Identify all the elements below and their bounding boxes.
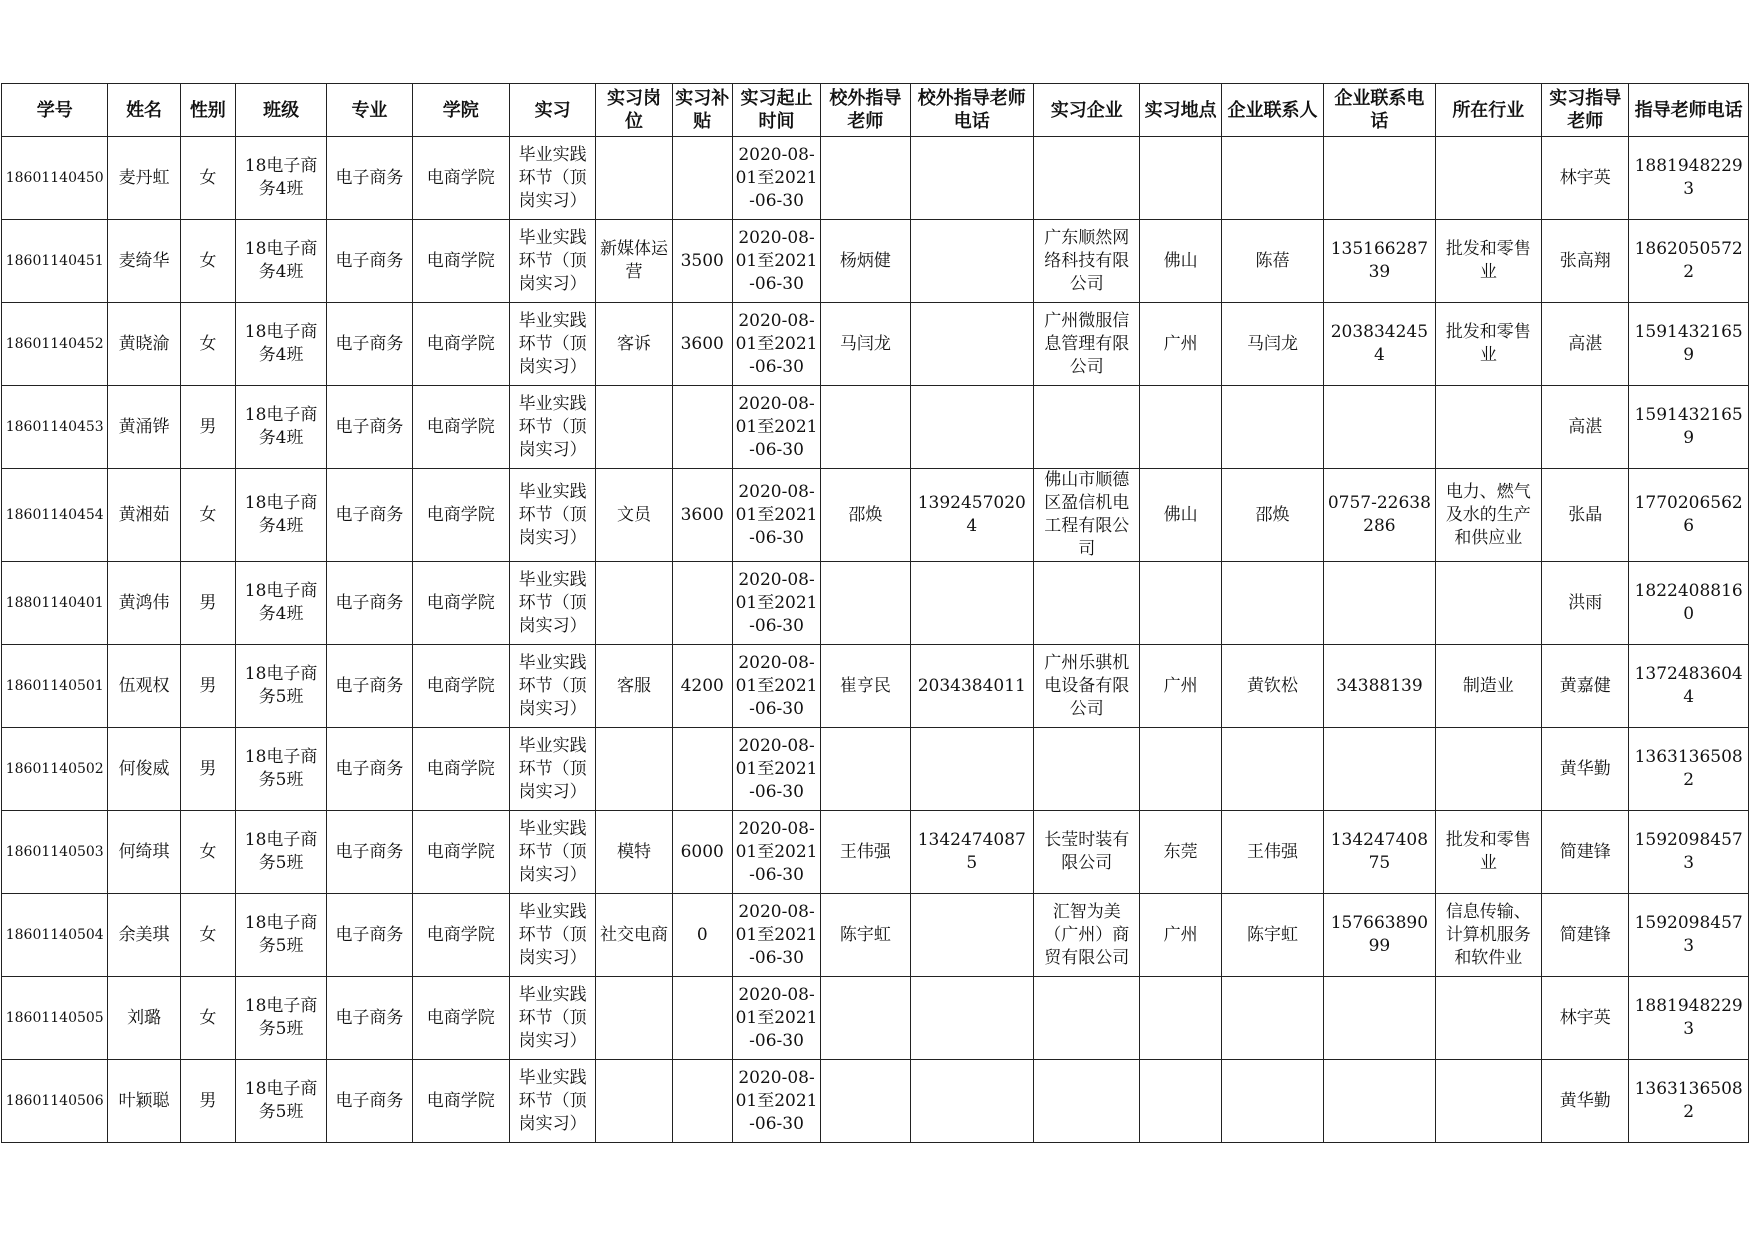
table-cell: 18601140503 (2, 811, 108, 894)
table-cell (910, 1060, 1033, 1143)
table-cell (1140, 137, 1221, 220)
table-cell: 15766389099 (1324, 894, 1435, 977)
table-cell: 电子商务 (327, 645, 412, 728)
table-cell: 电子商务 (327, 894, 412, 977)
table-cell: 17702065626 (1629, 469, 1749, 562)
table-cell: 18224088160 (1629, 562, 1749, 645)
table-cell: 广州乐骐机电设备有限公司 (1034, 645, 1140, 728)
table-cell (732, 220, 820, 303)
table-cell: 广州 (1140, 894, 1221, 977)
table-cell (1435, 562, 1541, 645)
table-cell: 18电子商务5班 (235, 728, 326, 811)
table-cell: 王伟强 (821, 811, 910, 894)
table-cell (672, 386, 732, 469)
table-cell: 马闫龙 (821, 303, 910, 386)
table-cell: 18电子商务5班 (235, 811, 326, 894)
table-cell: 电子商务 (327, 386, 412, 469)
table-cell (910, 386, 1033, 469)
table-cell: 3600 (672, 469, 732, 562)
table-cell (672, 728, 732, 811)
table-cell: 2038342454 (1324, 303, 1435, 386)
column-header: 姓名 (108, 84, 180, 137)
table-cell: 电子商务 (327, 1060, 412, 1143)
table-cell: 15920984573 (1629, 811, 1749, 894)
column-header: 企业联系人 (1221, 84, 1323, 137)
table-cell: 电商学院 (412, 977, 509, 1060)
table-cell: 黄鸿伟 (108, 562, 180, 645)
table-cell (1324, 386, 1435, 469)
table-cell: 杨炳健 (821, 220, 910, 303)
table-cell: 批发和零售业 (1435, 303, 1541, 386)
table-cell: 18801140401 (2, 562, 108, 645)
table-cell (596, 1060, 672, 1143)
table-cell: 毕业实践环节（顶岗实习） (509, 469, 595, 562)
table-cell: 余美琪 (108, 894, 180, 977)
table-cell: 0 (672, 894, 732, 977)
column-header: 企业联系电话 (1324, 84, 1435, 137)
table-cell: 18601140506 (2, 1060, 108, 1143)
table-cell: 18601140453 (2, 386, 108, 469)
table-cell: 女 (180, 303, 235, 386)
table-cell: 毕业实践环节（顶岗实习） (509, 562, 595, 645)
table-cell: 林宇英 (1542, 137, 1629, 220)
table-cell (1034, 386, 1140, 469)
table-cell: 毕业实践环节（顶岗实习） (509, 645, 595, 728)
table-cell (672, 137, 732, 220)
table-cell (1435, 977, 1541, 1060)
table-cell (596, 562, 672, 645)
table-cell: 18电子商务5班 (235, 977, 326, 1060)
column-header: 实习 (509, 84, 595, 137)
table-cell (732, 645, 820, 728)
table-cell: 洪雨 (1542, 562, 1629, 645)
table-cell (821, 562, 910, 645)
column-header: 校外指导老师 (821, 84, 910, 137)
table-cell (1034, 977, 1140, 1060)
table-row (2, 303, 1749, 386)
table-cell: 张晶 (1542, 469, 1629, 562)
table-cell: 张高翔 (1542, 220, 1629, 303)
column-header: 所在行业 (1435, 84, 1541, 137)
table-cell: 黄湘茹 (108, 469, 180, 562)
table-cell (1140, 386, 1221, 469)
table-cell: 13631365082 (1629, 1060, 1749, 1143)
column-header: 实习起止时间 (732, 84, 820, 137)
table-cell: 18601140502 (2, 728, 108, 811)
table-cell: 电商学院 (412, 645, 509, 728)
table-cell: 18601140452 (2, 303, 108, 386)
table-cell (1221, 1060, 1323, 1143)
column-header: 实习企业 (1034, 84, 1140, 137)
table-cell (1435, 728, 1541, 811)
table-cell (1221, 728, 1323, 811)
table-cell (821, 728, 910, 811)
table-cell (1435, 386, 1541, 469)
table-cell: 毕业实践环节（顶岗实习） (509, 1060, 595, 1143)
table-cell: 男 (180, 728, 235, 811)
table-cell: 电商学院 (412, 894, 509, 977)
date-range: 2020-08-01至2021-06-30 (735, 393, 818, 460)
table-cell: 林宇英 (1542, 977, 1629, 1060)
date-range: 2020-08-01至2021-06-30 (735, 818, 818, 885)
table-cell: 信息传输、计算机服务和软件业 (1435, 894, 1541, 977)
table-cell: 18电子商务5班 (235, 894, 326, 977)
table-cell: 18601140454 (2, 469, 108, 562)
date-range: 2020-08-01至2021-06-30 (735, 984, 818, 1051)
table-cell: 毕业实践环节（顶岗实习） (509, 894, 595, 977)
table-cell: 客诉 (596, 303, 672, 386)
table-cell: 18电子商务5班 (235, 645, 326, 728)
table-cell: 2034384011 (910, 645, 1033, 728)
table-cell: 男 (180, 1060, 235, 1143)
column-header: 实习补贴 (672, 84, 732, 137)
table-cell: 6000 (672, 811, 732, 894)
table-cell (910, 728, 1033, 811)
column-header: 校外指导老师电话 (910, 84, 1033, 137)
table-cell: 18电子商务5班 (235, 1060, 326, 1143)
table-cell: 15920984573 (1629, 894, 1749, 977)
table-cell (1324, 1060, 1435, 1143)
column-header: 实习岗位 (596, 84, 672, 137)
table-cell (732, 728, 820, 811)
table-cell: 黄涌铧 (108, 386, 180, 469)
table-cell: 广州 (1140, 645, 1221, 728)
table-row (2, 894, 1749, 977)
table-cell (1140, 562, 1221, 645)
table-cell: 18电子商务4班 (235, 303, 326, 386)
table-cell: 新媒体运营 (596, 220, 672, 303)
table-cell (1221, 562, 1323, 645)
date-range: 2020-08-01至2021-06-30 (735, 144, 818, 211)
table-cell (596, 728, 672, 811)
table-cell: 邵焕 (821, 469, 910, 562)
table-cell: 批发和零售业 (1435, 220, 1541, 303)
table-cell: 电子商务 (327, 811, 412, 894)
table-cell (910, 220, 1033, 303)
table-cell: 4200 (672, 645, 732, 728)
table-cell (1221, 386, 1323, 469)
table-cell: 简建锋 (1542, 811, 1629, 894)
table-row (2, 469, 1749, 562)
table-cell: 何绮琪 (108, 811, 180, 894)
table-cell: 制造业 (1435, 645, 1541, 728)
table-cell (732, 894, 820, 977)
table-cell: 毕业实践环节（顶岗实习） (509, 137, 595, 220)
table-cell: 电商学院 (412, 562, 509, 645)
table-cell: 18601140505 (2, 977, 108, 1060)
table-cell: 0757-22638286 (1324, 469, 1435, 562)
table-cell (1140, 1060, 1221, 1143)
table-cell (732, 1060, 820, 1143)
table-cell: 34388139 (1324, 645, 1435, 728)
table-cell: 高湛 (1542, 386, 1629, 469)
table-cell: 电子商务 (327, 562, 412, 645)
table-body (2, 137, 1749, 1143)
date-range: 2020-08-01至2021-06-30 (735, 901, 818, 968)
table-cell: 批发和零售业 (1435, 811, 1541, 894)
table-cell: 电商学院 (412, 1060, 509, 1143)
table-cell: 广州 (1140, 303, 1221, 386)
date-range: 2020-08-01至2021-06-30 (735, 227, 818, 294)
table-row (2, 1060, 1749, 1143)
table-cell: 模特 (596, 811, 672, 894)
column-header: 性别 (180, 84, 235, 137)
table-cell: 黄华勤 (1542, 728, 1629, 811)
table-cell: 陈宇虹 (1221, 894, 1323, 977)
table-cell (732, 469, 820, 562)
table-cell (910, 303, 1033, 386)
column-header: 学院 (412, 84, 509, 137)
column-header: 专业 (327, 84, 412, 137)
table-cell: 女 (180, 220, 235, 303)
table-cell: 电商学院 (412, 220, 509, 303)
table-cell: 何俊威 (108, 728, 180, 811)
table-cell: 3500 (672, 220, 732, 303)
table-cell: 女 (180, 137, 235, 220)
table-cell: 电商学院 (412, 303, 509, 386)
table-cell: 刘璐 (108, 977, 180, 1060)
table-cell: 电商学院 (412, 137, 509, 220)
table-cell (596, 386, 672, 469)
table-cell: 18电子商务4班 (235, 386, 326, 469)
table-cell: 电商学院 (412, 386, 509, 469)
table-cell (732, 137, 820, 220)
column-header: 班级 (235, 84, 326, 137)
table-cell (1324, 562, 1435, 645)
table-cell: 汇智为美（广州）商贸有限公司 (1034, 894, 1140, 977)
table-cell: 高湛 (1542, 303, 1629, 386)
table-cell: 佛山市顺德区盈信机电工程有限公司 (1034, 469, 1140, 562)
table-cell (1435, 1060, 1541, 1143)
column-header: 指导老师电话 (1629, 84, 1749, 137)
table-cell: 女 (180, 469, 235, 562)
table-cell (1140, 728, 1221, 811)
table-row (2, 137, 1749, 220)
table-cell: 王伟强 (1221, 811, 1323, 894)
table-cell (1140, 977, 1221, 1060)
table-cell: 黄晓渝 (108, 303, 180, 386)
table-cell: 18601140504 (2, 894, 108, 977)
table-cell: 广东顺然网络科技有限公司 (1034, 220, 1140, 303)
date-range: 2020-08-01至2021-06-30 (735, 652, 818, 719)
table-cell: 15914321659 (1629, 303, 1749, 386)
column-header: 实习指导老师 (1542, 84, 1629, 137)
table-cell: 电子商务 (327, 220, 412, 303)
column-header: 学号 (2, 84, 108, 137)
table-cell: 毕业实践环节（顶岗实习） (509, 977, 595, 1060)
table-cell: 文员 (596, 469, 672, 562)
table-cell: 电子商务 (327, 728, 412, 811)
table-cell: 18电子商务4班 (235, 562, 326, 645)
table-cell (821, 137, 910, 220)
table-cell: 伍观权 (108, 645, 180, 728)
table-cell: 叶颖聪 (108, 1060, 180, 1143)
table-cell (1034, 137, 1140, 220)
table-cell (1221, 137, 1323, 220)
table-cell: 黄华勤 (1542, 1060, 1629, 1143)
table-cell: 电商学院 (412, 811, 509, 894)
table-row (2, 728, 1749, 811)
table-cell (1324, 137, 1435, 220)
table-cell (596, 137, 672, 220)
table-cell: 女 (180, 894, 235, 977)
table-cell: 广州微服信息管理有限公司 (1034, 303, 1140, 386)
table-cell (910, 562, 1033, 645)
table-cell: 13724836044 (1629, 645, 1749, 728)
table-cell (1435, 137, 1541, 220)
table-cell (821, 386, 910, 469)
date-range: 2020-08-01至2021-06-30 (735, 1067, 818, 1134)
table-cell: 东莞 (1140, 811, 1221, 894)
table-cell: 18601140450 (2, 137, 108, 220)
date-range: 2020-08-01至2021-06-30 (735, 481, 818, 548)
table-cell (732, 562, 820, 645)
table-cell (910, 137, 1033, 220)
table-cell (821, 977, 910, 1060)
table-cell: 佛山 (1140, 220, 1221, 303)
table-cell (672, 562, 732, 645)
table-cell: 13424740875 (910, 811, 1033, 894)
table-cell: 男 (180, 562, 235, 645)
table-cell: 邵焕 (1221, 469, 1323, 562)
table-cell: 电商学院 (412, 728, 509, 811)
table-cell: 15914321659 (1629, 386, 1749, 469)
table-row (2, 977, 1749, 1060)
table-cell: 男 (180, 645, 235, 728)
table-cell (732, 303, 820, 386)
table-cell: 黄嘉健 (1542, 645, 1629, 728)
table-cell: 18601140501 (2, 645, 108, 728)
table-cell (1324, 977, 1435, 1060)
table-cell: 麦绮华 (108, 220, 180, 303)
table-cell (910, 977, 1033, 1060)
table-cell (1034, 728, 1140, 811)
table-cell: 毕业实践环节（顶岗实习） (509, 386, 595, 469)
table-cell: 18819482293 (1629, 137, 1749, 220)
date-range: 2020-08-01至2021-06-30 (735, 735, 818, 802)
date-range: 2020-08-01至2021-06-30 (735, 569, 818, 636)
table-cell: 陈宇虹 (821, 894, 910, 977)
table-cell (1221, 977, 1323, 1060)
table-cell: 电子商务 (327, 977, 412, 1060)
table-cell: 电力、燃气及水的生产和供应业 (1435, 469, 1541, 562)
table-cell: 陈蓓 (1221, 220, 1323, 303)
table-row (2, 386, 1749, 469)
table-cell: 18电子商务4班 (235, 220, 326, 303)
table-cell: 13424740875 (1324, 811, 1435, 894)
column-header: 实习地点 (1140, 84, 1221, 137)
table-cell: 佛山 (1140, 469, 1221, 562)
table-cell: 18819482293 (1629, 977, 1749, 1060)
table-cell: 13631365082 (1629, 728, 1749, 811)
table-cell: 麦丹虹 (108, 137, 180, 220)
table-cell: 13924570204 (910, 469, 1033, 562)
table-cell: 18电子商务4班 (235, 469, 326, 562)
table-cell: 长莹时装有限公司 (1034, 811, 1140, 894)
table-cell: 社交电商 (596, 894, 672, 977)
table-cell: 13516628739 (1324, 220, 1435, 303)
table-cell (910, 894, 1033, 977)
table-cell: 18620505722 (1629, 220, 1749, 303)
table-cell (1034, 1060, 1140, 1143)
table-cell: 电子商务 (327, 303, 412, 386)
internship-table (1, 83, 1749, 1143)
table-cell: 毕业实践环节（顶岗实习） (509, 220, 595, 303)
table-cell: 18601140451 (2, 220, 108, 303)
table-cell (821, 1060, 910, 1143)
table-cell (732, 386, 820, 469)
table-row (2, 811, 1749, 894)
table-cell (1034, 562, 1140, 645)
table-row (2, 645, 1749, 728)
table-cell (672, 1060, 732, 1143)
table-cell (1324, 728, 1435, 811)
table-cell (732, 977, 820, 1060)
table-cell (732, 811, 820, 894)
table-cell: 18电子商务4班 (235, 137, 326, 220)
table-row (2, 220, 1749, 303)
table-cell: 电子商务 (327, 137, 412, 220)
header-row (2, 84, 1749, 137)
date-range: 2020-08-01至2021-06-30 (735, 310, 818, 377)
table-cell: 电子商务 (327, 469, 412, 562)
table-cell: 毕业实践环节（顶岗实习） (509, 811, 595, 894)
table-cell (672, 977, 732, 1060)
table-cell: 崔亨民 (821, 645, 910, 728)
table-row (2, 562, 1749, 645)
table-cell: 毕业实践环节（顶岗实习） (509, 303, 595, 386)
table-cell: 女 (180, 811, 235, 894)
table-cell: 女 (180, 977, 235, 1060)
table-cell: 简建锋 (1542, 894, 1629, 977)
table-cell: 男 (180, 386, 235, 469)
table-cell: 电商学院 (412, 469, 509, 562)
table-cell: 3600 (672, 303, 732, 386)
table-cell: 黄钦松 (1221, 645, 1323, 728)
table-cell (596, 977, 672, 1060)
table-cell: 马闫龙 (1221, 303, 1323, 386)
table-cell: 毕业实践环节（顶岗实习） (509, 728, 595, 811)
table-cell: 客服 (596, 645, 672, 728)
